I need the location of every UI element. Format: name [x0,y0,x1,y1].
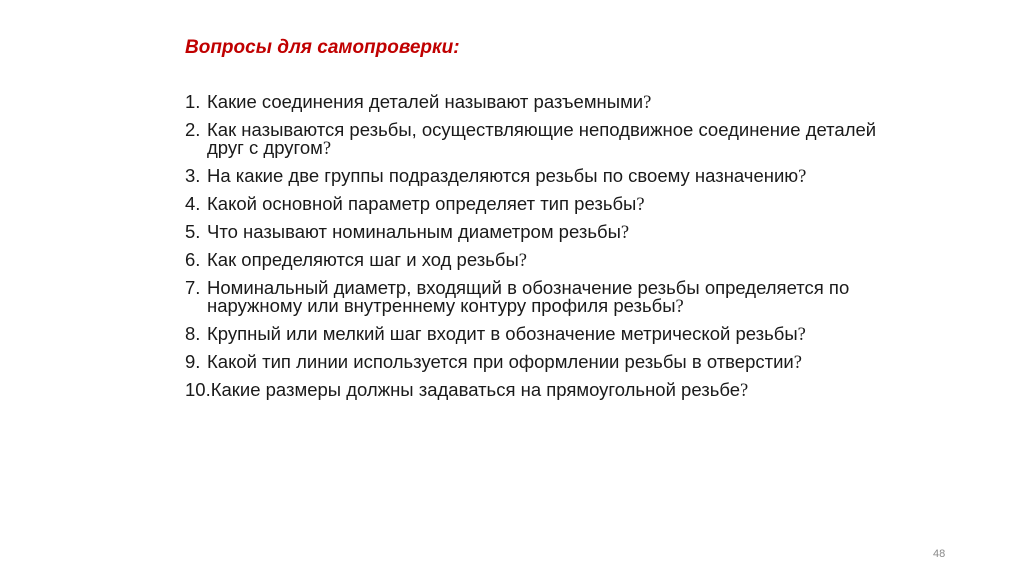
question-mark: ? [793,353,802,373]
slide-title: Вопросы для самопроверки: [185,37,460,58]
question-text: Номинальный диаметр, входящий в обозначение резьбы определяется по наружному или внутреннему контуру профиля резьбы [207,277,850,316]
question-text: Какие размеры должны задаваться на прямоугольной резьбе [210,379,741,400]
question-mark: ? [643,93,652,113]
question-number: 6. [185,249,201,270]
question-item [185,121,897,158]
question-text: Что называют номинальным диаметром резьбы [207,221,621,242]
question-number: 10. [185,379,211,400]
question-item [185,353,905,372]
question-mark: ? [797,325,806,345]
question-item [185,325,905,344]
question-text: На какие две группы подразделяются резьбы по своему назначению [207,165,799,186]
question-number: 7. [185,277,201,298]
question-number: 2. [185,119,201,140]
question-number: 9. [185,351,201,372]
question-mark: ? [798,167,807,187]
question-text: Какие соединения деталей называют разъемными [207,91,644,112]
question-number: 8. [185,323,201,344]
question-mark: ? [636,195,645,215]
question-number: 5. [185,221,201,242]
question-mark: ? [620,223,630,243]
question-text: Крупный или мелкий шаг входит в обозначение метрической резьбы [207,323,798,344]
question-number: 1. [185,91,201,112]
question-item [185,167,905,186]
question-number: 4. [185,193,201,214]
question-item [185,381,905,400]
question-mark: ? [740,381,749,401]
question-item [185,279,872,316]
question-mark: ? [518,251,527,271]
question-item [185,195,905,214]
page-number: 48 [933,548,946,560]
question-item [185,93,905,112]
question-list [185,93,905,409]
question-text: Как называются резьбы, осуществляющие неподвижное соединение деталей друг с другом [207,119,877,158]
question-item [185,251,905,270]
question-mark: ? [675,297,684,317]
question-mark: ? [322,139,332,159]
question-text: Какой тип линии используется при оформлении резьбы в отверстии [207,351,794,372]
question-text: Какой основной параметр определяет тип резьбы [207,193,637,214]
question-text: Как определяются шаг и ход резьбы [207,249,519,270]
question-number: 3. [185,165,201,186]
question-item [185,223,905,242]
